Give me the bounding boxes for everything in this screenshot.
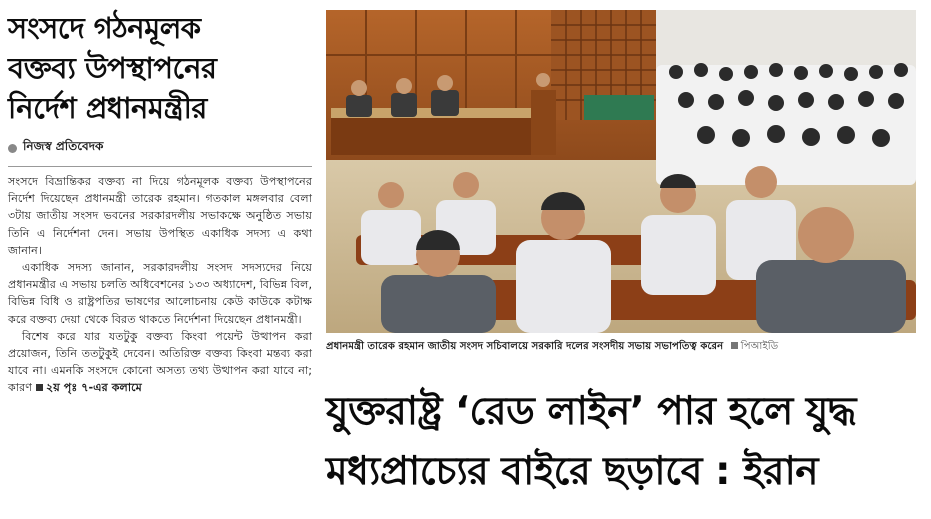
byline-text: নিজস্ব প্রতিবেদক [23, 139, 104, 153]
paragraph-text: বিশেষ করে যার যতটুকু বক্তব্য কিংবা পয়েন্ট উত্থাপন করা প্রয়োজন, তিনি ততটুকুই দেবেন। অতিরিক্ত বক্তব্য কিংবা মন্তব্য করা যাবে না। এমনকি সংসদে কোনো অসত্য তথ্য উত্থাপন করা যাবে না; কারণ [8, 329, 312, 395]
article-body [8, 173, 312, 397]
bullet-dot-icon [8, 144, 17, 153]
paragraph: একাধিক সদস্য জানান, সরকারদলীয় সংসদ সদস্যদের নিয়ে প্রধানমন্ত্রীর এ সভায় চলতি অধিবেশনের ১৩৩ অধ্যাদেশ, বিভিন্ন বিল, বিভিন্ন বিধি ও রাষ্ট্রপতির ভাষণের আলোচনায় কেউ কাউকে কটাক্ষ করে বক্তব্য দেয়া থেকে বিরত থাকতে নির্দেশনা দিয়েছেন প্রধানমন্ত্রী। [8, 261, 312, 326]
left-headline-line: বক্তব্য উপস্থাপনের [8, 51, 217, 85]
left-article [8, 8, 312, 397]
paragraph-last [8, 328, 312, 397]
column-divider [8, 166, 312, 167]
right-headline-line: যুক্তরাষ্ট্র ‘রেড লাইন’ পার হলে যুদ্ধ [326, 389, 856, 434]
byline [8, 138, 312, 158]
photo-credit: পিআইডি [740, 341, 779, 352]
paragraph: সংসদে বিভ্রান্তিকর বক্তব্য না দিয়ে গঠনমূলক বক্তব্য উপস্থাপনের নির্দেশ দিয়েছেন প্রধানমন্ত্রী তারেক রহমান। গতকাল মঙ্গলবার বেলা ৩টায় জাতীয় সংসদ ভবনের সরকারদলীয় সভাকক্ষে অনুষ্ঠিত সভায় তিনি এ নির্দেশনা দেন। সভায় উপস্থিত একাধিক সদস্য এ কথা জানান। [8, 175, 312, 257]
left-headline-line: নির্দেশ প্রধানমন্ত্রীর [8, 91, 207, 125]
parliament-meeting-photo [326, 10, 916, 333]
jump-link[interactable]: ২য় পৃঃ ৭-এর কলামে [46, 381, 142, 395]
square-bullet-icon [36, 384, 43, 391]
square-bullet-icon [731, 342, 738, 349]
photo-illustration [326, 10, 916, 333]
left-headline-line: সংসদে গঠনমূলক [8, 11, 201, 45]
caption-text: প্রধানমন্ত্রী তারেক রহমান জাতীয় সংসদ সচিবালয়ে সরকারি দলের সংসদীয় সভায় সভাপতিত্ব করেন [326, 341, 724, 352]
right-headline-line: মধ্যপ্রাচ্যের বাইরে ছড়াবে : ইরান [326, 449, 819, 494]
photo-caption [326, 339, 916, 356]
left-headline [8, 8, 312, 128]
right-headline [326, 382, 926, 502]
